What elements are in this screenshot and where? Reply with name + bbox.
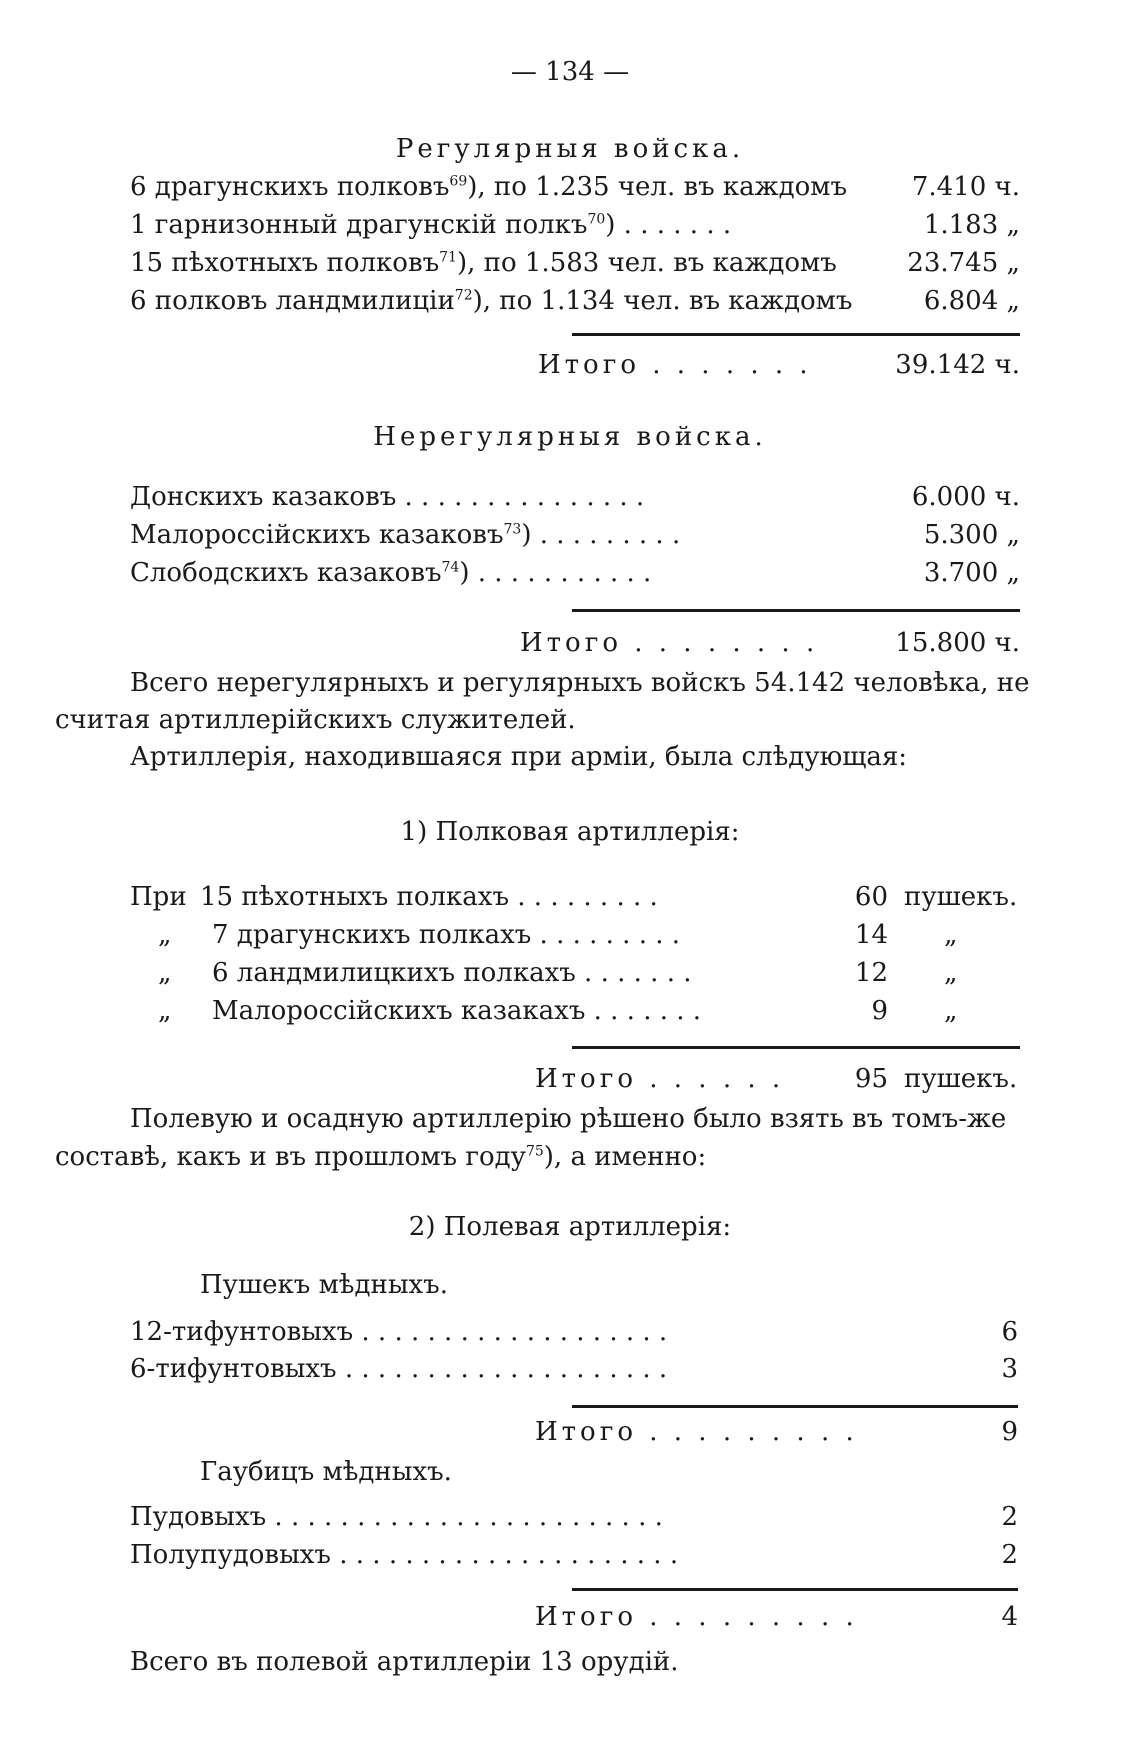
irregular-row: Слободскихъ казаковъ$^{74}$) . . . . . . . . . . . — [130, 558, 652, 588]
document-page: — 134 — Регулярныя войска. 6 драгунскихъ полковъ$^{69}$), по 1.235 чел. въ каждомъ 7.410 ч. 1 гарнизонный драгунскій полкъ$^{70}$) . . . . . . . 1.183 „ 15 пѣхотныхъ полковъ$^{71}$), по 1.583 чел. въ каждомъ 23.745 „ 6 полковъ ландмилиціи$^{72}$), по 1.134 чел. въ каждомъ 6.804 „ Итого . . . . . . . 39.142 ч. Нерегулярныя войска. Донскихъ казаковъ . . . . . . . . . . . . . . . 6.000 ч. Малороссійскихъ казаковъ$^{73}$) . . . . . . . . . 5.300 „ Слободскихъ казаковъ$^{74}$) . . . . . . . . . . . 3.700 „ Итого . . . . . . . . 15.800 ч. Всего нерегулярныхъ и регулярныхъ войскъ 54.142 человѣка, не считая артиллерійскихъ служителей. Артиллерія, находившаяся при арміи, была слѣдующая: 1) Полковая артиллерія: При 15 пѣхотныхъ полкахъ . . . . . . . . . 60 пушекъ. „ 7 драгунскихъ полкахъ . . . . . . . . . 14 „ „ 6 ландмилицкихъ полкахъ . . . . . . . 12 „ „ Малороссійскихъ казакахъ . . . . . . . 9 „ Итого . . . . . . 95 пушекъ. Полевую и осадную артиллерію рѣшено было взять въ томъ-же составѣ, какъ и въ прошломъ году$^{75}$), а именно: 2) Полевая артиллерія: Пушекъ мѣдныхъ. 12-тифунтовыхъ . . . . . . . . . . . . . . . . . . . 6 6-тифунтовыхъ . . . . . . . . . . . . . . . . . . . . 3 Итого . . . . . . . . . 9 Гаубицъ мѣдныхъ. Пудовыхъ . . . . . . . . . . . . . . . . . . . . . . . . 2 Полупудовыхъ . . . . . . . . . . . . . . . . . . . . . 2 Итого . . . . . . . . . 4 Всего въ полевой артиллеріи 13 орудій. — [0, 0, 1140, 1761]
regimental-total-unit: пушекъ. — [904, 1064, 1018, 1094]
regimental-heading: 1) Полковая артиллерія: — [400, 817, 740, 847]
irregular-total-label: Итого . . . . . . . . — [520, 628, 819, 658]
howitzers-total-rule — [572, 1588, 1018, 1591]
field-heading: 2) Полевая артиллерія: — [408, 1212, 732, 1242]
paragraph-line: Полевую и осадную артиллерію рѣшено было взять въ томъ-же — [130, 1104, 1007, 1134]
howitzer-row: Пудовыхъ . . . . . . . . . . . . . . . . . . . . . . . . — [130, 1502, 663, 1532]
regular-row-value: 1.183 „ — [923, 210, 1020, 240]
irregular-heading: Нерегулярныя войска. — [373, 422, 767, 452]
howitzer-row-value: 2 — [1001, 1502, 1018, 1532]
paragraph-line: составѣ, какъ и въ прошломъ году$^{75}$), а именно: — [55, 1142, 707, 1172]
irregular-row-value: 3.700 „ — [923, 558, 1020, 588]
guns-total-value: 9 — [1001, 1417, 1018, 1447]
howitzer-row-value: 2 — [1001, 1540, 1018, 1570]
regular-total-rule — [572, 333, 1020, 336]
regimental-total-rule — [572, 1046, 1020, 1049]
gun-row: 6-тифунтовыхъ . . . . . . . . . . . . . . . . . . . . — [130, 1354, 668, 1384]
page-number: — 134 — — [510, 57, 630, 87]
gun-row-value: 6 — [1001, 1317, 1018, 1347]
howitzer-row: Полупудовыхъ . . . . . . . . . . . . . . . . . . . . . — [130, 1540, 679, 1570]
guns-total-rule — [572, 1405, 1018, 1408]
regimental-total-num: 95 — [854, 1064, 888, 1094]
paragraph-line: Всего нерегулярныхъ и регулярныхъ войскъ 54.142 человѣка, не — [130, 668, 1030, 698]
irregular-row-value: 6.000 ч. — [911, 482, 1020, 512]
regular-row: 6 драгунскихъ полковъ$^{69}$), по 1.235 чел. въ каждомъ — [130, 172, 848, 202]
regular-heading: Регулярныя войска. — [395, 134, 745, 164]
howitzers-total-label: Итого . . . . . . . . . — [535, 1602, 858, 1632]
howitzers-heading: Гаубицъ мѣдныхъ. — [200, 1457, 452, 1487]
regular-row-value: 7.410 ч. — [911, 172, 1020, 202]
paragraph-line: считая артиллерійскихъ служителей. — [55, 705, 576, 735]
irregular-total-rule — [572, 609, 1020, 612]
howitzers-total-value: 4 — [1001, 1602, 1018, 1632]
irregular-row: Малороссійскихъ казаковъ$^{73}$) . . . . . . . . . — [130, 520, 681, 550]
gun-row: 12-тифунтовыхъ . . . . . . . . . . . . . . . . . . . — [130, 1317, 668, 1347]
gun-row-value: 3 — [1001, 1354, 1018, 1384]
regular-row: 15 пѣхотныхъ полковъ$^{71}$), по 1.583 чел. въ каждомъ — [130, 248, 837, 278]
field-summary: Всего въ полевой артиллеріи 13 орудій. — [130, 1647, 679, 1677]
regimental-total-label: Итого . . . . . . — [535, 1064, 785, 1094]
regular-row: 1 гарнизонный драгунскій полкъ$^{70}$) . . . . . . . — [130, 210, 732, 240]
regular-total-label: Итого . . . . . . . — [538, 350, 812, 380]
irregular-row: Донскихъ казаковъ . . . . . . . . . . . . . . . — [130, 482, 645, 512]
regular-row-value: 23.745 „ — [907, 248, 1020, 278]
regular-row-value: 6.804 „ — [923, 286, 1020, 316]
copper-guns-heading: Пушекъ мѣдныхъ. — [200, 1270, 448, 1300]
irregular-total-value: 15.800 ч. — [895, 628, 1020, 658]
paragraph-line: Артиллерія, находившаяся при арміи, была слѣдующая: — [130, 742, 908, 772]
regular-row: 6 полковъ ландмилиціи$^{72}$), по 1.134 чел. въ каждомъ — [130, 286, 853, 316]
irregular-row-value: 5.300 „ — [923, 520, 1020, 550]
guns-total-label: Итого . . . . . . . . . — [535, 1417, 858, 1447]
regular-total-value: 39.142 ч. — [895, 350, 1020, 380]
